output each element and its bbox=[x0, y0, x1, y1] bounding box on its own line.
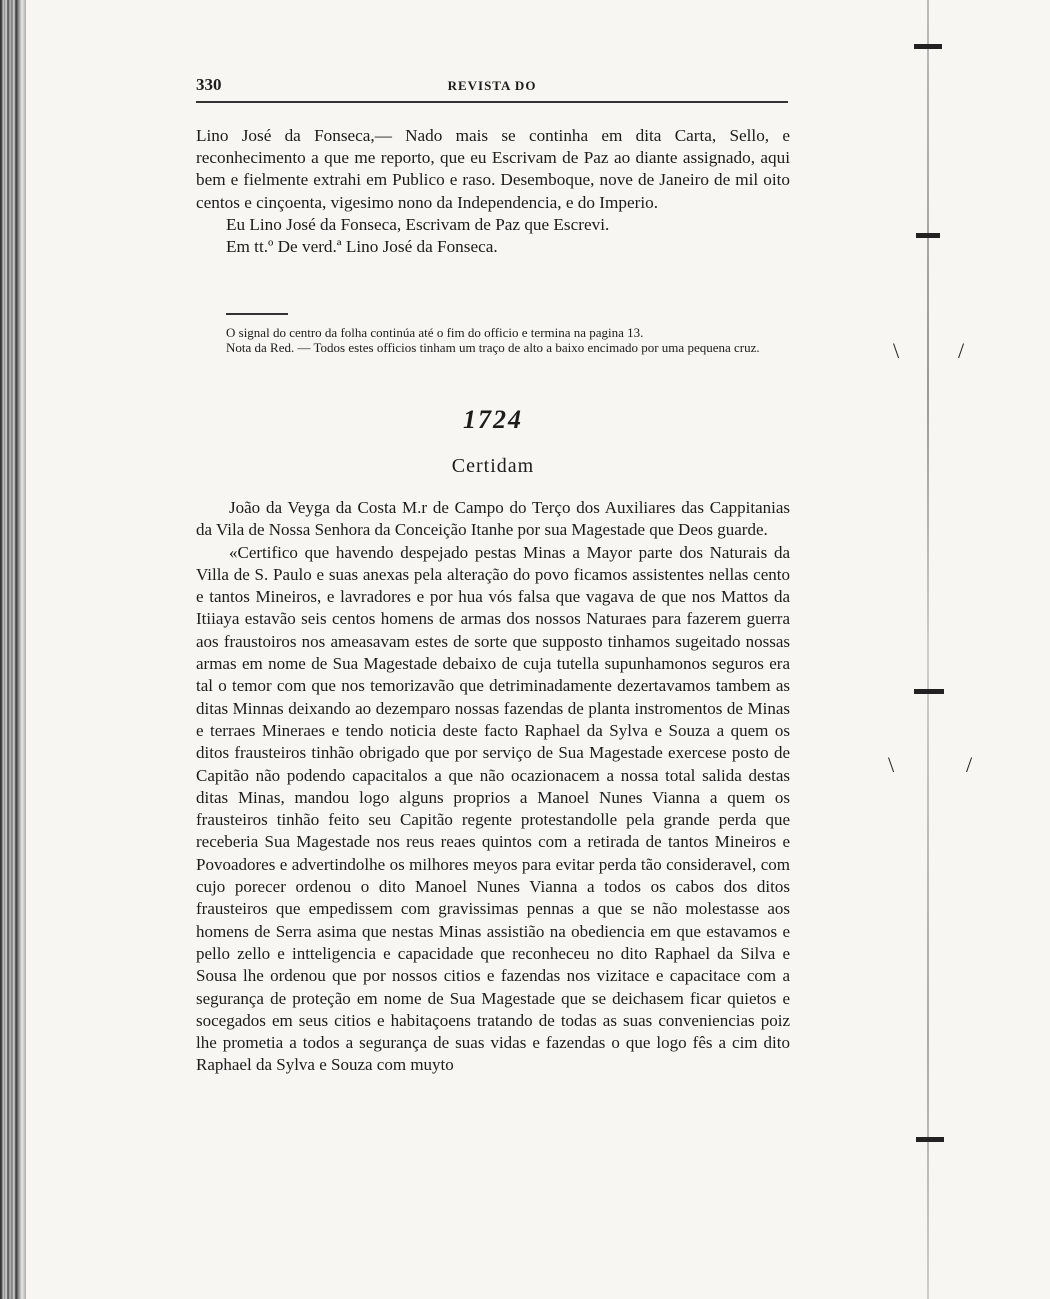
opening-paragraph bbox=[196, 125, 790, 258]
running-title: REVISTA DO bbox=[447, 78, 537, 93]
page-edge-line bbox=[927, 0, 929, 1299]
footnotes bbox=[196, 325, 790, 355]
document-title: Certidam bbox=[451, 455, 535, 477]
document-body bbox=[196, 497, 790, 1077]
edge-mark-2 bbox=[916, 233, 940, 238]
page-number: 330 bbox=[196, 75, 222, 94]
paragraph-text: Lino José da Fonseca,— Nado mais se continha em dita Carta, Sello, e reconhecimento a que me reporto, que eu Escrivam de Paz ao diante assignado, aqui bem e fielmente extrahi em Publico e raso. Desemboque, nove de Janeiro de mil oito centos e cinçoenta, vigesimo nono da Independencia, e do Imperio. bbox=[196, 126, 790, 212]
edge-tick-1: \ bbox=[893, 338, 900, 363]
footnote-editor: Nota da Red. — Todos estes officios tinham um traço de alto a baixo encimado por uma pequena cruz. bbox=[226, 340, 760, 356]
edge-mark-3 bbox=[914, 689, 944, 694]
body-main: «Certifico que havendo despejado pestas Minas a Mayor parte dos Naturais da Villa de S. Paulo e suas anexas pela alteração do povo ficamos assistentes nellas cento e tantos Mineiros, e lavradores e por hua vós falsa que vagava de que nos Mattos da Itiiaya estavão seis centos homens de armas dos nossos Naturaes para fazerem guerra aos fraustoiros nos ameasavam estes de sorte que supposto tinhamos sugeitado nossas armas em nome de Sua Magestade debaixo de cuja tutella supunhamonos seguros era tal o temor com que nos temorizavão que detriminadamente dezertavamos tambem as ditas Minnas deixando ao dezemparo nossas fazendas de planta instromentos de Minas e terraes Mineraes e tendo noticia deste facto Raphael da Sylva e Souza a quem os ditos frausteiros tinhão obrigado que por serviço de Sua Magestade exercese posto de Capitão não podendo capacitalos a que não ocazionacem a nossa total salida destas ditas Minas, mandou logo alguns proprios a Manoel Nunes Vianna a quem os frausteiros tinhão feito seu Capitão regente protestandolle pela grande perda que receberia Sua Magestade nos reus reaes quintos com a retirada de tantos Mineiros e Povoadores e advertindolhe os milhores meyos para evitar perda tão consideravel, com cujo porecer ordenou o dito Manoel Nunes Vianna a todos os cabos dos ditos frausteiros que empedissem com gravissimas pennas a que se não molestasse aos homens de Serra asima que nestas Minas assistião na obediencia em que estavamos e pello zello e intteligencia e capacidade que reconheceu no dito Raphael da Silva e Sousa lhe ordenou que por nossos citios e fazendas nos vizitace e capacitace com a segurança de proteção em nome de Sua Magestade que se deichasem ficar quietos e socegados em seus citios e habitaçoens tratando de todas as suas conveniencias poiz lhe prometia a todos a segurança de suas vidas e fazendas o que logo fês a cim dito Raphael da Sylva e Souza com muyto bbox=[196, 542, 790, 1075]
edge-tick-2: / bbox=[958, 338, 965, 363]
document-number: 1724 bbox=[463, 405, 523, 434]
signature-line: Eu Lino José da Fonseca, Escrivam de Paz que Escrevi. bbox=[226, 214, 610, 234]
edge-tick-3: \ bbox=[888, 752, 895, 777]
page-header bbox=[196, 75, 788, 103]
edge-mark-1 bbox=[914, 44, 942, 49]
body-intro: João da Veyga da Costa M.r de Campo do Terço dos Auxiliares das Cappitanias da Vila de Nossa Senhora da Conceição Itanhe por sua Magestade que Deos guarde. bbox=[196, 498, 790, 540]
book-binding bbox=[0, 0, 26, 1299]
section-rule bbox=[226, 313, 288, 315]
footnote-signal: O signal do centro da folha continúa até o fim do officio e termina na pagina 13. bbox=[226, 325, 644, 340]
edge-mark-4 bbox=[916, 1137, 944, 1142]
edge-tick-4: / bbox=[966, 752, 973, 777]
attestation-line: Em tt.º De verd.ª Lino José da Fonseca. bbox=[226, 237, 498, 257]
